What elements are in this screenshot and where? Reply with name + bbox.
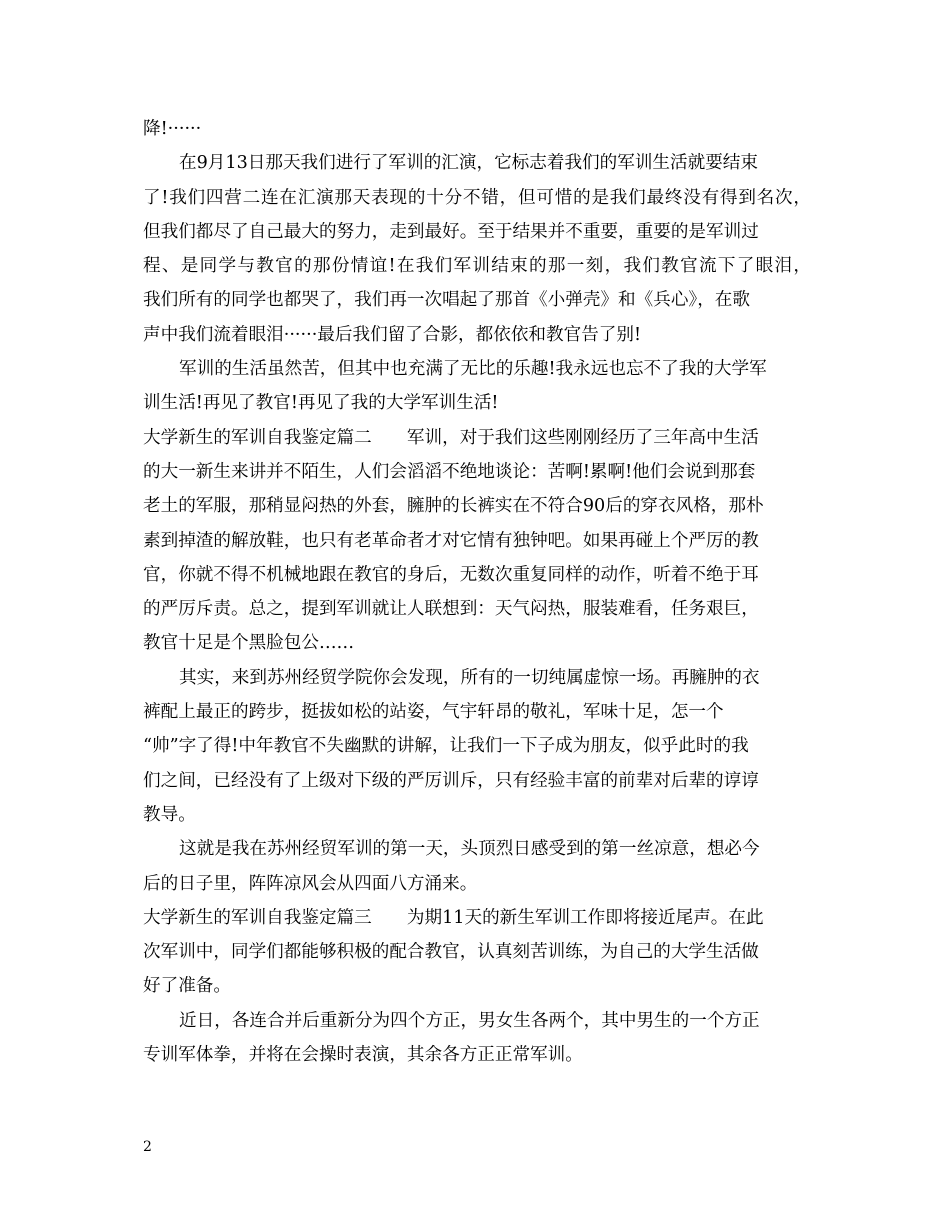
- text-span: 近日，各连合并后重新分为四个方正，男女生各两个，其中男生的一个方正: [179, 1010, 760, 1031]
- text-line: [143, 661, 811, 695]
- text-line: [143, 1004, 811, 1038]
- text-line: [143, 318, 811, 352]
- text-span: “帅”字了得!中年教官不失幽默的讲解，让我们一下子成为朋友，似乎此时的我: [143, 736, 749, 757]
- document-body: [143, 112, 811, 1072]
- text-span: 了!我们四营二连在汇演那天表现的十分不错，但可惜的是我们最终没有得到名次，: [143, 187, 812, 208]
- text-span: 官，你就不得不机械地跟在教官的身后，无数次重复同样的动作，听着不绝于耳: [143, 564, 759, 585]
- text-line: [143, 935, 811, 969]
- text-span: 军训的生活虽然苦，但其中也充满了无比的乐趣!我永远也忘不了我的大学军: [179, 359, 767, 380]
- text-line: [143, 455, 811, 489]
- text-span: 在9月13日那天我们进行了军训的汇演，它标志着我们的军训生活就要结束: [179, 153, 758, 174]
- text-line: [143, 112, 811, 146]
- text-line: [143, 181, 811, 215]
- text-span: 其实，来到苏州经贸学院你会发现，所有的一切纯属虚惊一场。再臃肿的衣: [179, 667, 760, 688]
- text-line: [143, 215, 811, 249]
- text-line: [143, 626, 811, 660]
- text-line: [143, 489, 811, 523]
- text-line: [143, 524, 811, 558]
- text-span: 教导。: [143, 804, 196, 825]
- text-span: 次军训中，同学们都能够积极的配合教官，认真刻苦训练，为自己的大学生活做: [143, 942, 759, 963]
- text-span: 这就是我在苏州经贸军训的第一天，头顶烈日感受到的第一丝凉意，想必今: [179, 839, 760, 860]
- text-line: [143, 867, 811, 901]
- text-line: [143, 695, 811, 729]
- text-line: [143, 558, 811, 592]
- text-line: [143, 146, 811, 180]
- text-line: [143, 592, 811, 626]
- text-span: 教官十足是个黑脸包公……: [143, 633, 355, 654]
- text-line: [143, 421, 811, 455]
- text-line: [143, 901, 811, 935]
- text-line: [143, 969, 811, 1003]
- text-span: 的大一新生来讲并不陌生，人们会滔滔不绝地谈论：苦啊!累啊!他们会说到那套: [143, 461, 756, 482]
- text-span: 好了准备。: [143, 976, 231, 997]
- text-span: 大学新生的军训自我鉴定篇二 军训，对于我们这些刚刚经历了三年高中生活: [143, 427, 759, 448]
- text-line: [143, 764, 811, 798]
- text-span: 裤配上最正的跨步，挺拔如松的站姿，气宇轩昂的敬礼，军味十足，怎一个: [143, 702, 724, 723]
- text-span: 专训军体拳，并将在会操时表演，其余各方正正常军训。: [143, 1045, 583, 1066]
- text-line: [143, 283, 811, 317]
- text-line: [143, 1038, 811, 1072]
- text-span: 素到掉渣的解放鞋，也只有老革命者才对它情有独钟吧。如果再碰上个严厉的教: [143, 530, 759, 551]
- text-line: [143, 352, 811, 386]
- text-span: 声中我们流着眼泪······最后我们留了合影，都依依和教官告了别!: [143, 324, 642, 345]
- text-line: [143, 249, 811, 283]
- text-span: 大学新生的军训自我鉴定篇三 为期11天的新生军训工作即将接近尾声。在此: [143, 907, 764, 928]
- text-line: [143, 832, 811, 866]
- text-span: 但我们都尽了自己最大的努力，走到最好。至于结果并不重要，重要的是军训过: [143, 221, 759, 242]
- text-line: [143, 798, 811, 832]
- text-line: [143, 386, 811, 420]
- text-span: 后的日子里，阵阵凉风会从四面八方涌来。: [143, 873, 478, 894]
- page-number: 2: [143, 1139, 152, 1155]
- text-line: [143, 729, 811, 763]
- text-span: 程、是同学与教官的那份情谊!在我们军训结束的那一刻，我们教官流下了眼泪，: [143, 256, 813, 277]
- text-span: 训生活!再见了教官!再见了我的大学军训生活!: [143, 393, 499, 414]
- text-span: 降!······: [143, 119, 202, 139]
- text-span: 们之间，已经没有了上级对下级的严厉训斥，只有经验丰富的前辈对后辈的谆谆: [143, 770, 759, 791]
- text-span: 老土的军服，那稍显闷热的外套，臃肿的长裤实在不符合90后的穿衣风格，那朴: [143, 496, 764, 517]
- text-span: 我们所有的同学也都哭了，我们再一次唱起了那首《小弹壳》和《兵心》，在歌: [143, 290, 750, 311]
- text-span: 的严厉斥责。总之，提到军训就让人联想到：天气闷热，服装难看，任务艰巨，: [143, 599, 759, 620]
